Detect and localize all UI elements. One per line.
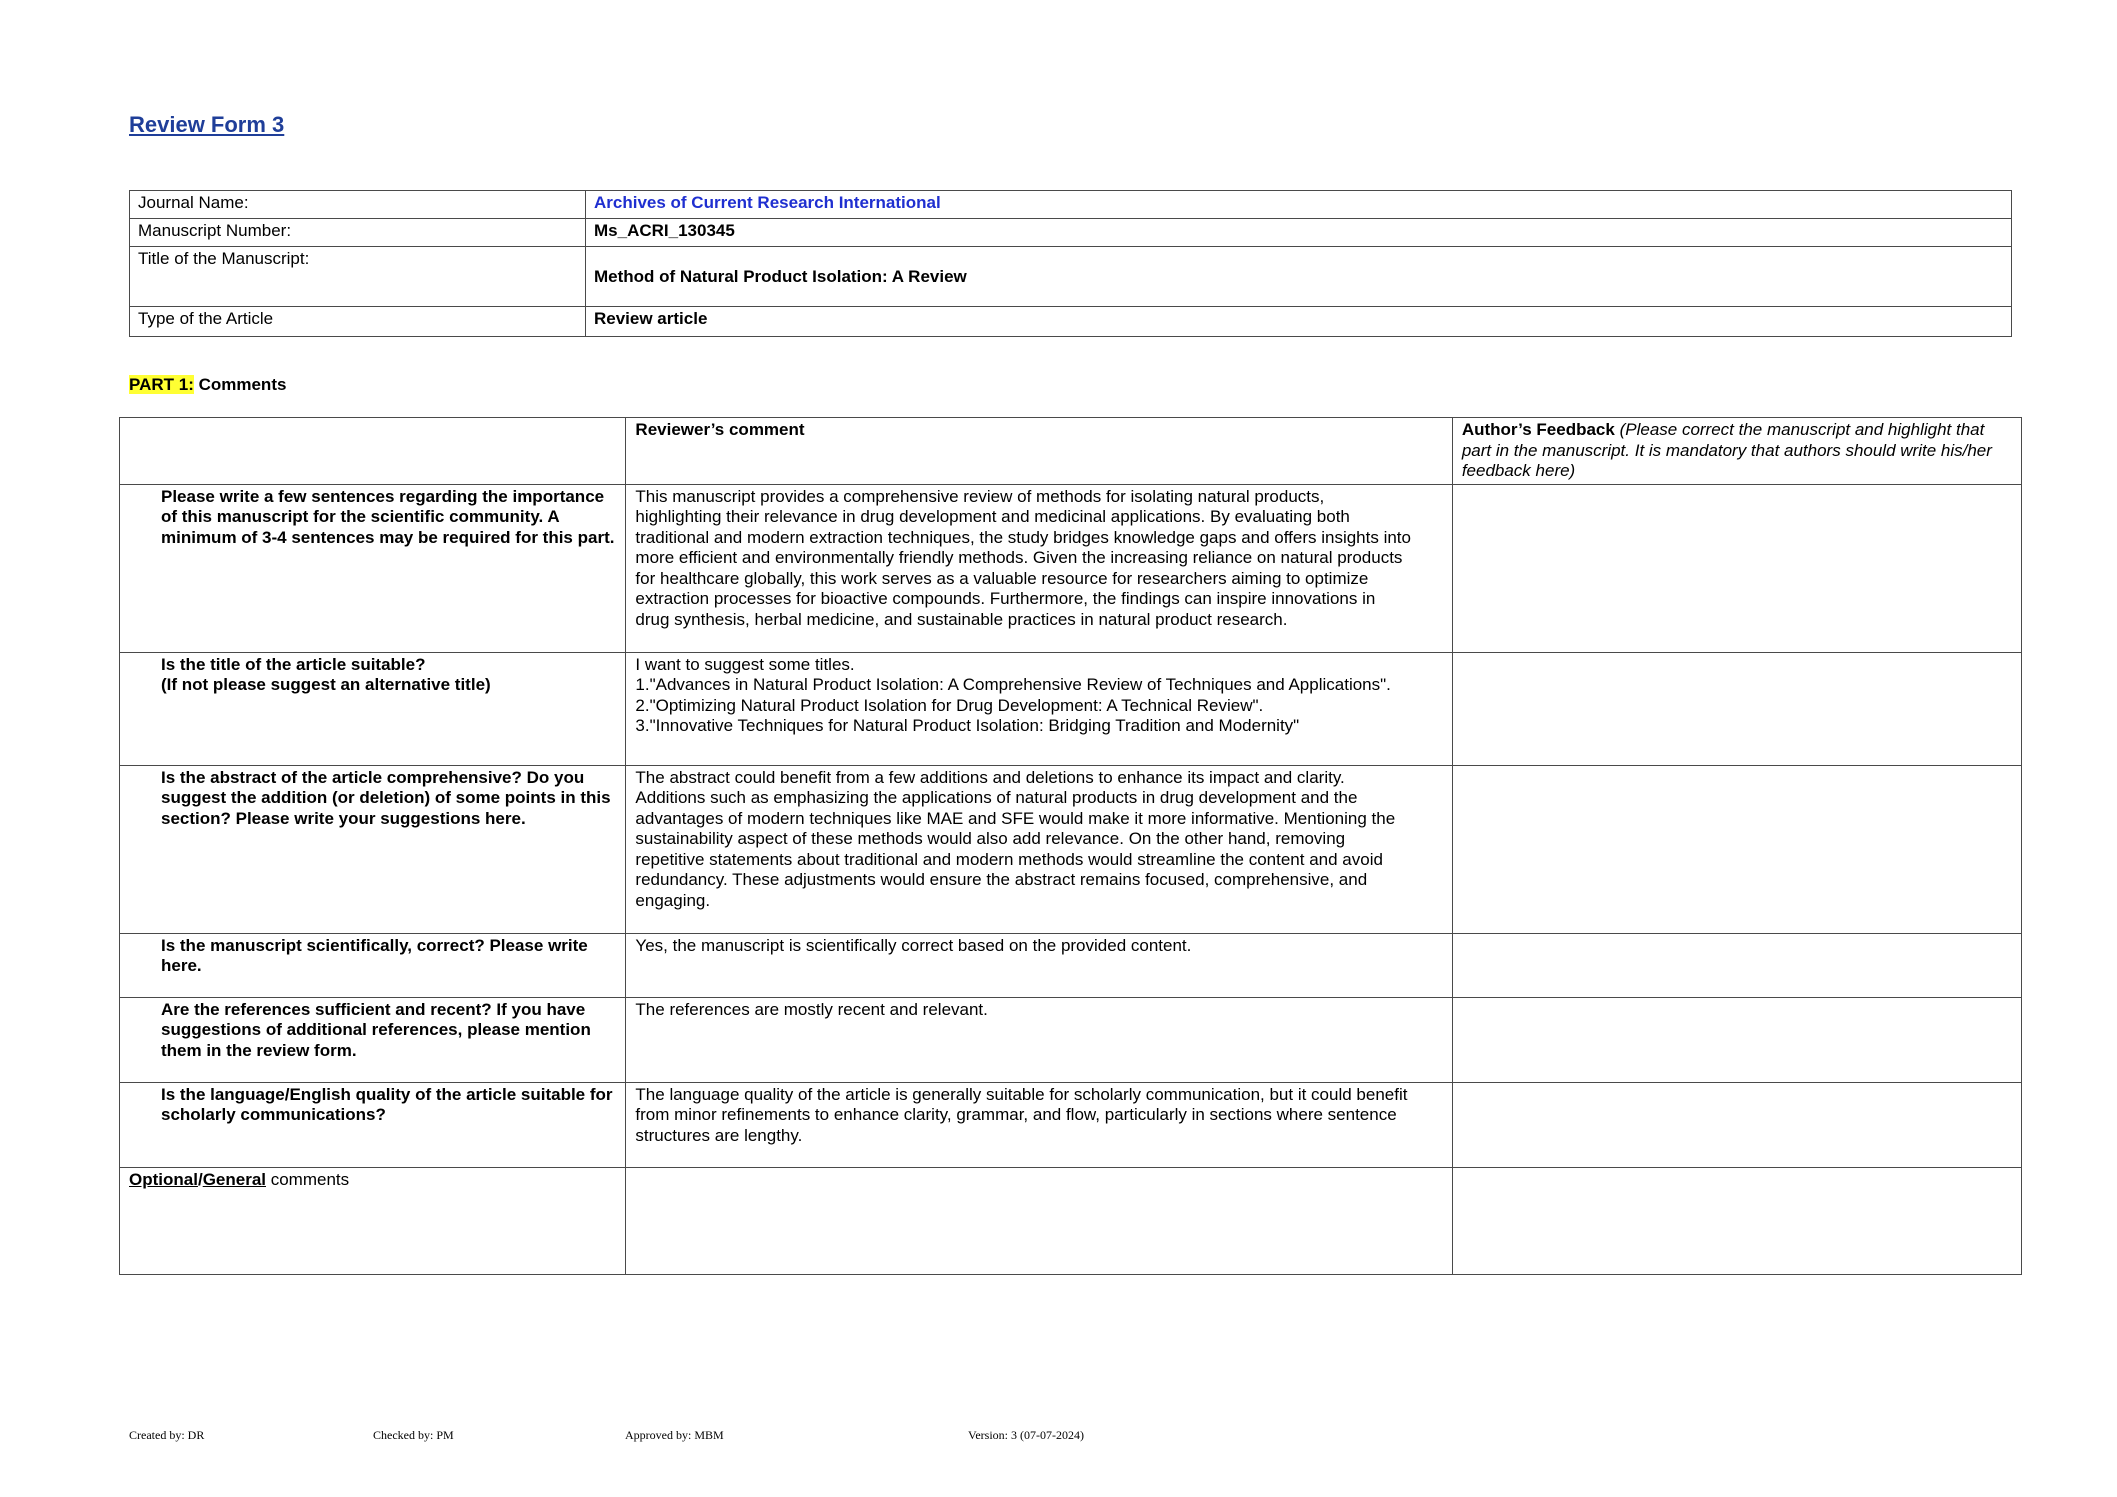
- part-label: PART 1:: [129, 375, 194, 394]
- comments-header-row: [120, 418, 2022, 485]
- author-feedback-cell[interactable]: [1452, 652, 2021, 765]
- comment-line: The language quality of the article is generally suitable for scholarly communication, but it could benefit: [635, 1084, 1408, 1104]
- header-empty-cell: [120, 418, 626, 485]
- comments-table: [119, 417, 2022, 1275]
- comment-line: 3."Innovative Techniques for Natural Product Isolation: Bridging Tradition and Modernity": [635, 716, 1300, 735]
- comment-line: traditional and modern extraction techniques, the study bridges knowledge gaps and offers insights into: [635, 527, 1411, 547]
- table-row: [120, 1082, 2022, 1167]
- type-value: Review article: [586, 307, 2012, 337]
- journal-value: Archives of Current Research International: [586, 191, 2012, 219]
- comment-line: The references are mostly recent and relevant.: [635, 999, 988, 1019]
- author-feedback-cell[interactable]: [1452, 997, 2021, 1082]
- comment-line: Yes, the manuscript is scientifically correct based on the provided content.: [635, 935, 1192, 955]
- info-row-journal: [130, 191, 2012, 219]
- question-language: Is the language/English quality of the article suitable for scholarly communications?: [120, 1082, 626, 1167]
- optional-reviewer-cell[interactable]: [626, 1167, 1452, 1274]
- comment-line: more efficient and environmentally friendly methods. Given the increasing reliance on natural products: [635, 548, 1403, 567]
- reviewer-comment-importance: [626, 484, 1452, 652]
- question-importance: Please write a few sentences regarding the importance of this manuscript for the scientific community. A minimum of 3-4 sentences may be required for this part.: [120, 484, 626, 652]
- reviewer-comment-abstract: [626, 765, 1452, 933]
- comment-line: drug synthesis, herbal medicine, and sustainable practices in natural product research.: [635, 609, 1288, 629]
- question-line: Is the title of the article suitable?: [161, 654, 426, 674]
- reviewer-comment-header: Reviewer’s comment: [626, 418, 1452, 485]
- footer-version: Version: 3 (07-07-2024): [968, 1428, 1084, 1442]
- comment-line: from minor refinements to enhance clarity, grammar, and flow, particularly in sections where sentence: [635, 1105, 1397, 1124]
- info-row-manuscript: [130, 219, 2012, 247]
- comment-line: structures are lengthy.: [635, 1125, 803, 1145]
- title-value: Method of Natural Product Isolation: A Review: [586, 247, 2012, 307]
- question-title: [120, 652, 626, 765]
- table-row: [120, 652, 2022, 765]
- part-heading: [129, 375, 286, 395]
- question-scientific: Is the manuscript scientifically, correct? Please write here.: [120, 933, 626, 997]
- optional-word: Optional: [129, 1169, 198, 1189]
- author-feedback-title: Author’s Feedback: [1461, 420, 1615, 439]
- reviewer-comment-references: [626, 997, 1452, 1082]
- comment-line: sustainability aspect of these methods would also add relevance. On the other hand, removing: [635, 829, 1346, 848]
- author-feedback-instructions: (Please correct the manuscript and highlight that part in the manuscript. It is mandatory that authors should write his/her feedback here): [1461, 420, 1992, 480]
- author-feedback-cell[interactable]: [1452, 484, 2021, 652]
- info-row-type: [130, 307, 2012, 337]
- author-feedback-header: [1452, 418, 2021, 485]
- comments-word: comments: [266, 1169, 350, 1189]
- comment-line: repetitive statements about traditional and modern methods would streamline the content and avoid: [635, 849, 1383, 869]
- optional-comments-row: [120, 1167, 2022, 1274]
- type-label: Type of the Article: [130, 307, 586, 337]
- question-abstract: Is the abstract of the article comprehensive? Do you suggest the addition (or deletion) of some points in this section? Please write your suggestions here.: [120, 765, 626, 933]
- footer-checked: Checked by: PM: [373, 1428, 454, 1442]
- comment-line: 2."Optimizing Natural Product Isolation for Drug Development: A Technical Review".: [635, 695, 1264, 715]
- optional-slash: /: [197, 1169, 203, 1189]
- info-row-title: [130, 247, 2012, 307]
- comment-line: The abstract could benefit from a few additions and deletions to enhance its impact and clarity.: [635, 767, 1345, 787]
- manuscript-label: Manuscript Number:: [130, 219, 586, 247]
- reviewer-comment-language: [626, 1082, 1452, 1167]
- form-title: Review Form 3: [129, 112, 285, 137]
- comment-line: redundancy. These adjustments would ensure the abstract remains focused, comprehensive, and: [635, 870, 1368, 889]
- footer-created: Created by: DR: [129, 1428, 205, 1442]
- footer-approved: Approved by: MBM: [625, 1428, 724, 1442]
- table-row: [120, 484, 2022, 652]
- comment-line: for healthcare globally, this work serves as a valuable resource for researchers aiming to optimize: [635, 568, 1369, 588]
- optional-author-cell[interactable]: [1452, 1167, 2021, 1274]
- author-feedback-cell[interactable]: [1452, 1082, 2021, 1167]
- comment-line: Additions such as emphasizing the applications of natural products in drug development and the: [635, 788, 1358, 807]
- manuscript-info-table: [129, 190, 2012, 337]
- comment-line: I want to suggest some titles.: [635, 654, 855, 674]
- comment-line: engaging.: [635, 890, 711, 910]
- table-row: [120, 933, 2022, 997]
- author-feedback-cell[interactable]: [1452, 933, 2021, 997]
- question-line: (If not please suggest an alternative title): [161, 675, 491, 694]
- journal-label: Journal Name:: [130, 191, 586, 219]
- table-row: [120, 997, 2022, 1082]
- manuscript-value: Ms_ACRI_130345: [586, 219, 2012, 247]
- comment-line: 1."Advances in Natural Product Isolation: A Comprehensive Review of Techniques and Applications".: [635, 675, 1391, 694]
- comment-line: extraction processes for bioactive compounds. Furthermore, the findings can inspire innovations in: [635, 589, 1376, 608]
- author-feedback-cell[interactable]: [1452, 765, 2021, 933]
- optional-comments-label: [120, 1167, 626, 1274]
- comment-line: This manuscript provides a comprehensive review of methods for isolating natural products,: [635, 486, 1325, 506]
- comment-line: advantages of modern techniques like MAE and SFE would make it more informative. Mentioning the: [635, 808, 1396, 828]
- part-text: Comments: [193, 375, 287, 394]
- question-references: Are the references sufficient and recent? If you have suggestions of additional references, please mention them in the review form.: [120, 997, 626, 1082]
- table-row: [120, 765, 2022, 933]
- reviewer-comment-scientific: [626, 933, 1452, 997]
- reviewer-comment-title: [626, 652, 1452, 765]
- comment-line: highlighting their relevance in drug development and medicinal applications. By evaluating both: [635, 507, 1350, 526]
- general-word: General: [202, 1169, 266, 1189]
- title-label: Title of the Manuscript:: [130, 247, 586, 307]
